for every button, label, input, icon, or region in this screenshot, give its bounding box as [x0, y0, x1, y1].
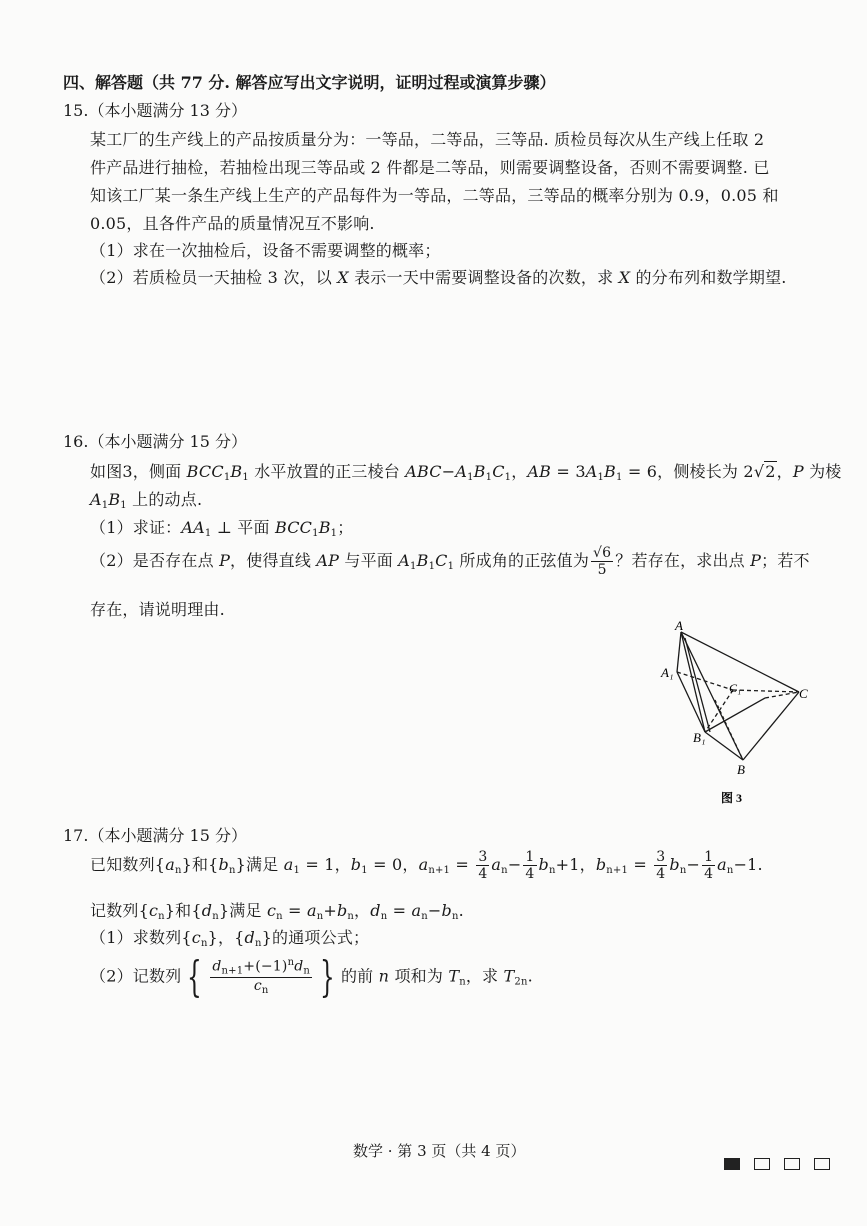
q16-line-2: $A_1B_1$ 上的动点. [90, 490, 203, 511]
q15-line-1: 某工厂的生产线上的产品按质量分为：一等品，二等品，三等品. 质检员每次从生产线上任取 2 [90, 130, 765, 149]
q16-part-2-line-2: 存在，请说明理由. [90, 600, 225, 619]
scan-mark-2 [784, 1158, 800, 1170]
q17-title: 17.（本小题满分 15 分） [63, 826, 247, 845]
label-B1: B₁ [693, 730, 706, 745]
sine-fraction: $\frac{√6}{5}$ [593, 545, 612, 578]
q16-part-2: （2）是否存在点 P，使得直线 AP 与平面 $A_1B_1C_1$ 所成角的正弦值为 $\frac{√6}{5}$ ？若存在，求出点 P；若不 [90, 545, 810, 578]
q17-line-1: 已知数列$\{a_n\}$和$\{b_n\}$满足 $a_1 = 1$，$b_1 = 0$，$a_{n+1}$ = $\frac{3}{4}$ $a_n-$ $\frac{1}{4}$ $b_n+1$，$b_{n+1}$ = $\frac{3}{4}$ $b_n-$ $\frac{1}{4}$ $a_n-1$. [90, 849, 763, 882]
page-footer: 数学 · 第 3 页（共 4 页） [353, 1142, 526, 1160]
scan-marks [724, 1153, 830, 1172]
q15-line-4: 0.05，且各件产品的质量情况互不影响. [90, 214, 375, 233]
label-A: A [675, 620, 683, 633]
q17-line-2: 记数列$\{c_n\}$和$\{d_n\}$满足 $c_n = a_n+b_n$，$d_n = a_n-b_n$. [90, 901, 464, 922]
q15-line-2: 件产品进行抽检，若抽检出现三等品或 2 件都是二等品，则需要调整设备，否则不需要调整. 已 [90, 158, 770, 177]
q16-title: 16.（本小题满分 15 分） [63, 432, 247, 451]
label-C: C [799, 686, 808, 701]
q17-part-1: （1）求数列$\{c_n\}$，$\{d_n\}$的通项公式； [90, 928, 370, 949]
q16-line-1: 如图3，侧面 $BCC_1B_1$ 水平放置的正三棱台 $ABC-A_1B_1C_1$，AB = $3A_1B_1 = 6$，侧棱长为 2√2，P 为棱 [90, 462, 842, 483]
scan-mark-filled [724, 1158, 740, 1170]
figure-3-frustum-diagram [655, 620, 815, 810]
q15-line-3: 知该工厂某一条生产线上生产的产品每件为一等品，二等品，三等品的概率分别为 0.9，0.05 和 [90, 186, 779, 205]
q16-part-1: （1）求证：$AA_1$ ⊥ 平面 $BCC_1B_1$； [90, 518, 354, 539]
section-heading: 四、解答题（共 77 分. 解答应写出文字说明，证明过程或演算步骤） [63, 73, 556, 92]
label-C1: C₁ [729, 681, 742, 695]
q17-part-2: （2）记数列 { $\frac{d_{n+1}+(-1)^nd_n}{c_n}$ } 的前 n 项和为 $T_n$，求 $T_{2n}$. [90, 952, 533, 1001]
scan-mark-1 [754, 1158, 770, 1170]
q15-part-2: （2）若质检员一天抽检 3 次，以 X 表示一天中需要调整设备的次数，求 X 的分布列和数学期望. [90, 268, 787, 287]
q15-title: 15.（本小题满分 13 分） [63, 101, 247, 120]
figure-caption: 图 3 [721, 791, 743, 805]
q15-part-1: （1）求在一次抽检后，设备不需要调整的概率； [90, 241, 441, 260]
label-A1: A₁ [661, 665, 674, 680]
label-B: B [737, 762, 745, 777]
scan-mark-3 [814, 1158, 830, 1170]
